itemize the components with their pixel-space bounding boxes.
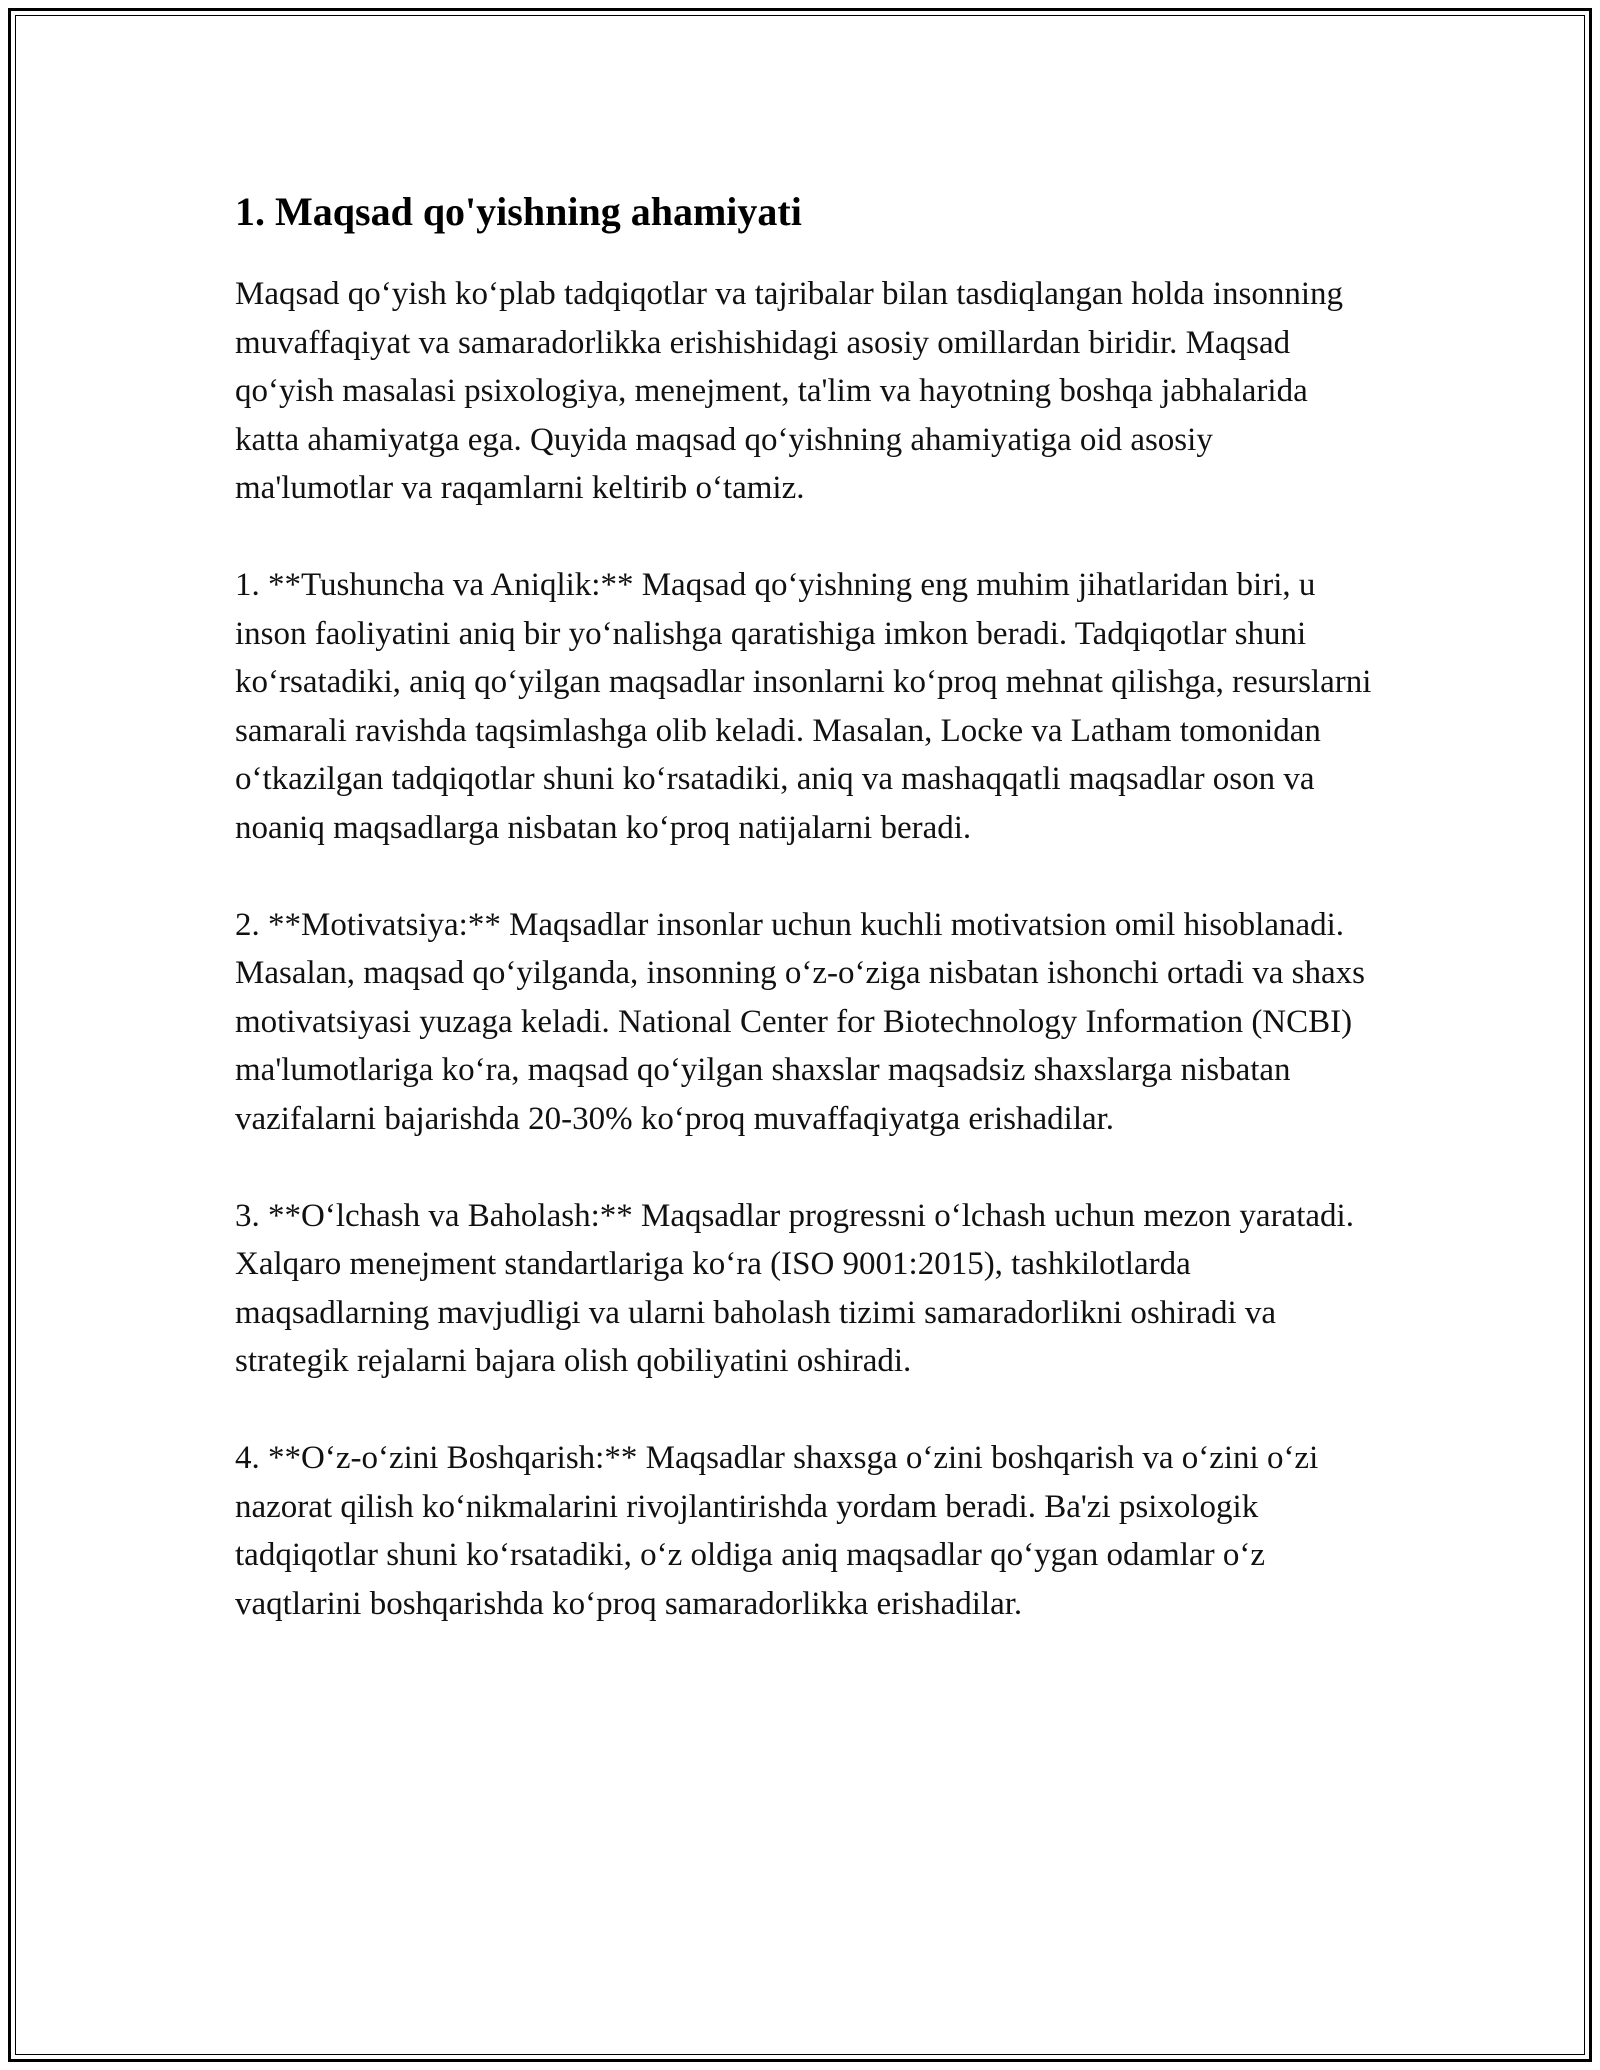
document-body [235,188,1375,1677]
paragraph-intro: Maqsad qo‘yish ko‘plab tadqiqotlar va tajribalar bilan tasdiqlangan holda insonning muvaffaqiyat va samaradorlikka erishishidagi asosiy omillardan biridir. Maqsad qo‘yish masalasi psixologiya, menejment, ta'lim va hayotning boshqa jabhalarida katta ahamiyatga ega. Quyida maqsad qo‘yishning ahamiyatiga oid asosiy ma'lumotlar va raqamlarni keltirib o‘tamiz. [235,276,1343,506]
paragraph-self-management: 4. **O‘z-o‘zini Boshqarish:** Maqsadlar shaxsga o‘zini boshqarish va o‘zini o‘zi nazorat qilish ko‘nikmalarini rivojlantirishda yordam beradi. Ba'zi psixologik tadqiqotlar shuni ko‘rsatadiki, o‘z oldiga aniq maqsadlar qo‘ygan odamlar o‘z vaqtlarini boshqarishda ko‘proq samaradorlikka erishadilar. [235,1440,1319,1622]
paragraph-measurement: 3. **O‘lchash va Baholash:** Maqsadlar progressni o‘lchash uchun mezon yaratadi. Xalqaro menejment standartlariga ko‘ra (ISO 9001:2015), tashkilotlarda maqsadlarning mavjudligi va ularni baholash tizimi samaradorlikni oshiradi va strategik rejalarni bajara olish qobiliyatini oshiradi. [235,1197,1354,1379]
paragraph-clarity: 1. **Tushuncha va Aniqlik:** Maqsad qo‘yishning eng muhim jihatlaridan biri, u inson faoliyatini aniq bir yo‘nalishga qaratishiga imkon beradi. Tadqiqotlar shuni ko‘rsatadiki, aniq qo‘yilgan maqsadlar insonlarni ko‘proq mehnat qilishga, resurslarni samarali ravishda taqsimlashga olib keladi. Masalan, Locke va Latham tomonidan o‘tkazilgan tadqiqotlar shuni ko‘rsatadiki, aniq va mashaqqatli maqsadlar oson va noaniq maqsadlarga nisbatan ko‘proq natijalarni beradi. [235,567,1372,846]
paragraph-motivation: 2. **Motivatsiya:** Maqsadlar insonlar uchun kuchli motivatsion omil hisoblanadi. Masalan, maqsad qo‘yilganda, insonning o‘z-o‘ziga nisbatan ishonchi ortadi va shaxs motivatsiyasi yuzaga keladi. National Center for Biotechnology Information (NCBI) ma'lumotlariga ko‘ra, maqsad qo‘yilgan shaxslar maqsadsiz shaxslarga nisbatan vazifalarni bajarishda 20-30% ko‘proq muvaffaqiyatga erishadilar. [235,906,1365,1137]
document-title: 1. Maqsad qo'yishning ahamiyati [235,189,802,234]
